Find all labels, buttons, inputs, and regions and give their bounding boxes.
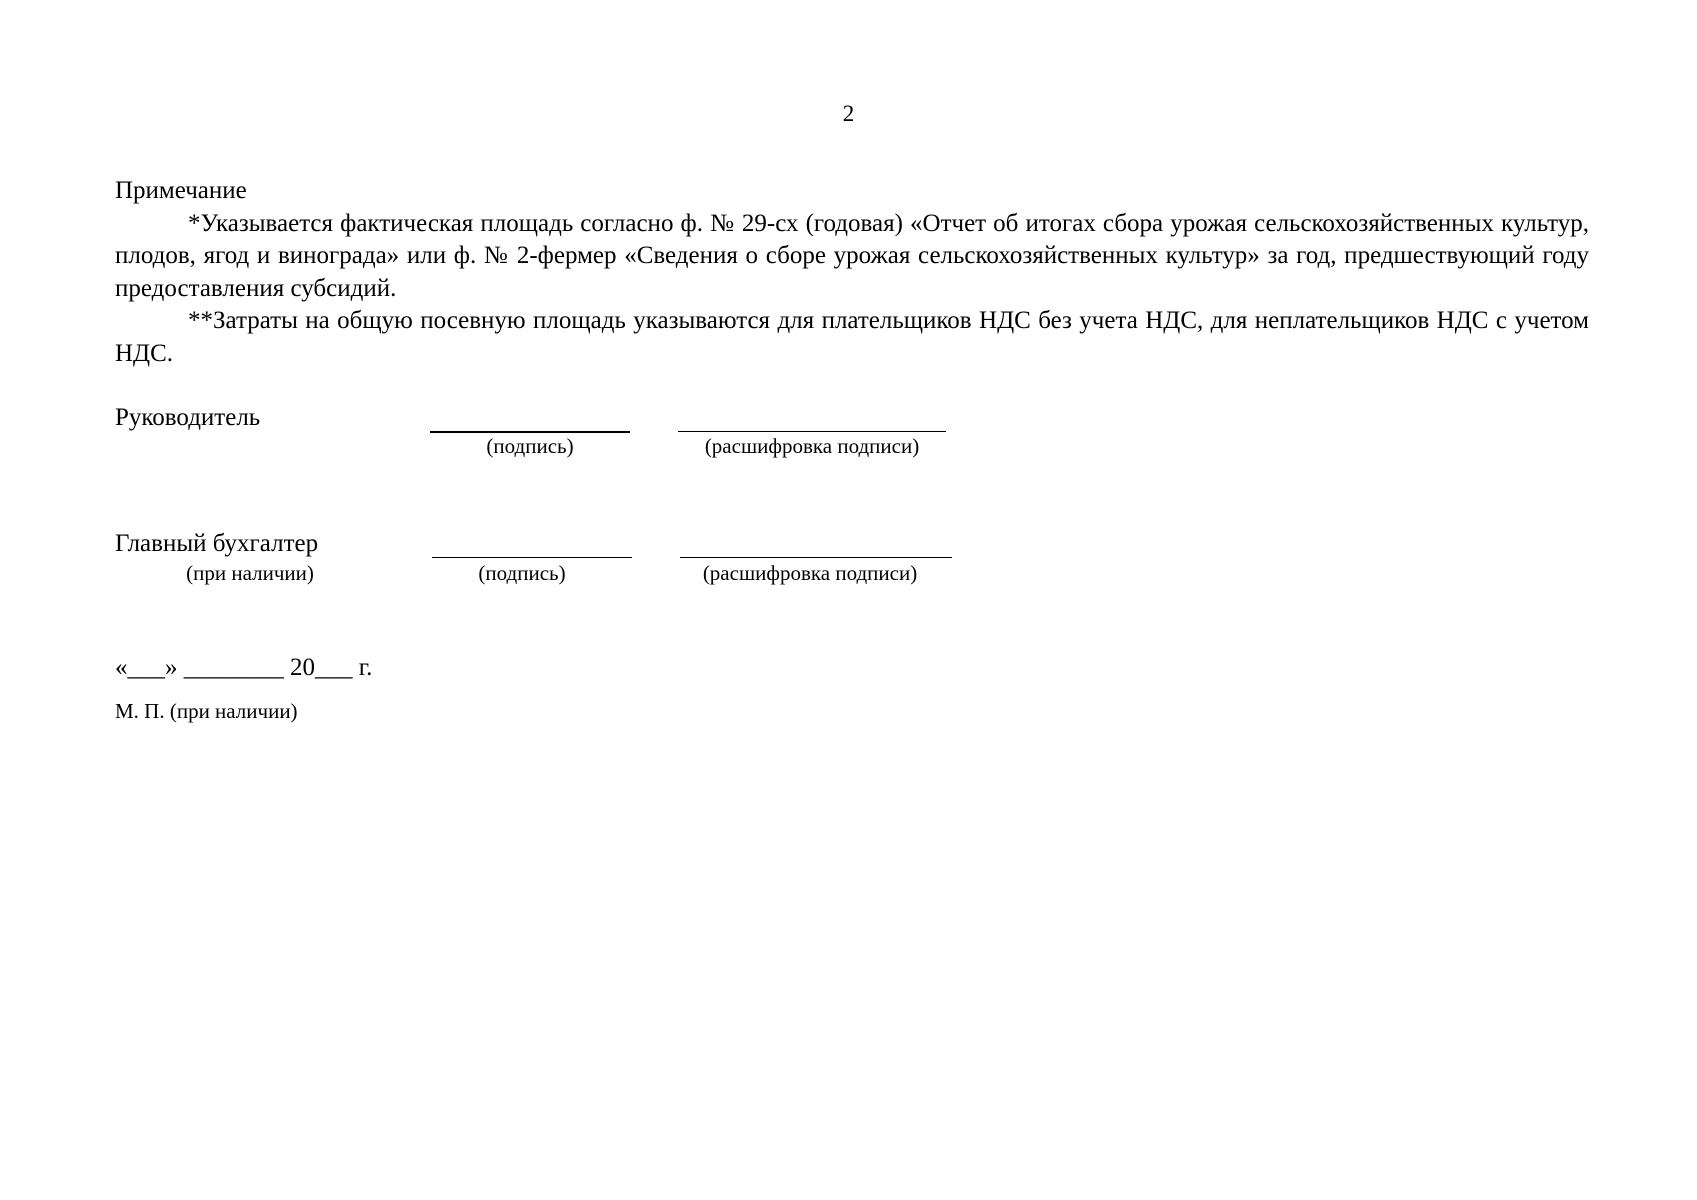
note-paragraph-vat: **Затраты на общую посевную площадь указываются для плательщиков НДС без учета НДС, для неплательщиков НДС с учетом НДС. [115,307,1589,367]
accountant-signature-line [432,557,632,558]
accountant-decoding-line [680,557,952,558]
stamp-label: М. П. (при наличии) [115,699,298,723]
head-decoding-caption: (расшифровка подписи) [704,434,920,458]
page-number: 2 [842,101,855,126]
accountant-role-note: (при наличии) [186,561,314,585]
note-heading: Примечание [115,177,247,204]
accountant-decoding-caption: (расшифровка подписи) [702,561,918,585]
head-signature-caption: (подпись) [486,434,574,458]
accountant-role-label: Главный бухгалтер [115,530,319,557]
head-role-label: Руководитель [115,404,261,431]
head-decoding-line [678,431,946,432]
note-paragraph-area: *Указывается фактическая площадь согласно ф. № 29-сх (годовая) «Отчет об итогах сбора урожая сельскохозяйственных культур, плодов, ягод и винограда» или ф. № 2-фермер «Сведения о сборе урожая сельскохозяйственных культур» за год, предшествующий году предоставления субсидий. [115,209,1589,302]
accountant-signature-caption: (подпись) [478,561,566,585]
notes-section [115,175,1589,370]
date-line: «___» ________ 20___ г. [115,654,373,681]
